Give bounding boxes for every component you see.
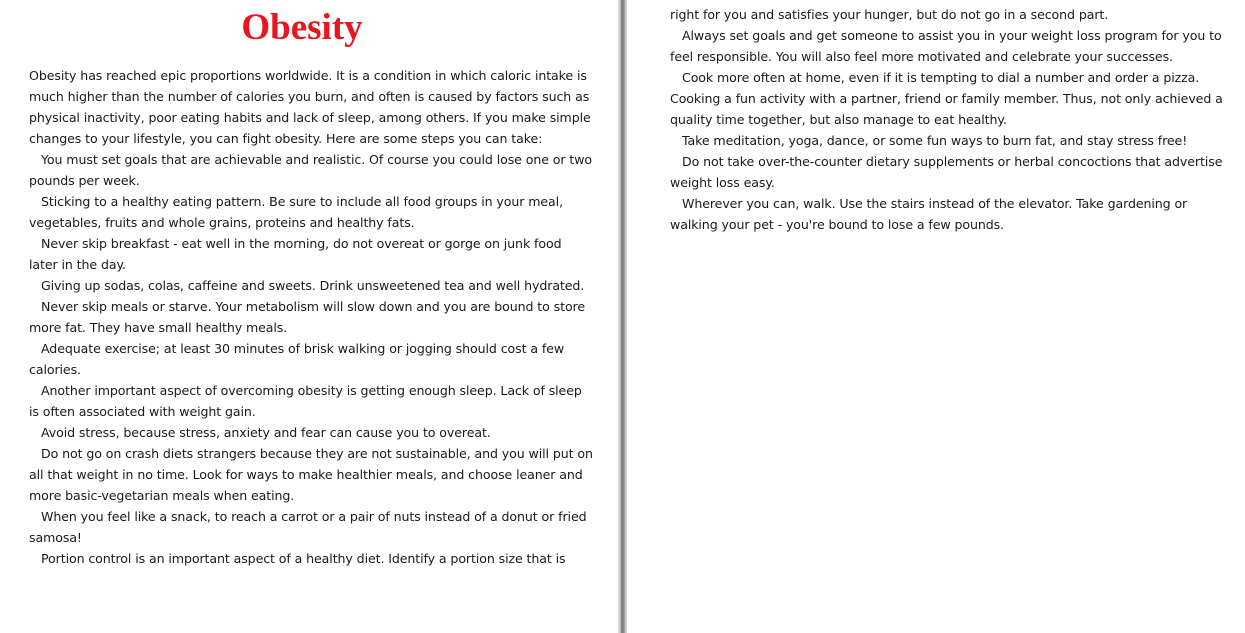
text-line: pounds per week. [29,173,140,188]
text-line: Never skip meals or starve. Your metabolism will slow down and you are bound to store [41,299,585,314]
text-line: physical inactivity, poor eating habits and lack of sleep, among others. If you make simple [29,110,591,125]
text-line: Cook more often at home, even if it is tempting to dial a number and order a pizza. [682,70,1200,85]
text-line: samosa! [29,530,82,545]
page-left[interactable] [0,0,618,633]
document-title: Obesity [241,7,363,48]
left-page-body[interactable] [29,65,593,569]
text-line: later in the day. [29,257,126,272]
text-line: Obesity has reached epic proportions worldwide. It is a condition in which caloric intake is [29,68,587,83]
text-line: much higher than the number of calories you burn, and often is caused by factors such as [29,89,590,104]
text-line: is often associated with weight gain. [29,404,256,419]
text-line: Cooking a fun activity with a partner, friend or family member. Thus, not only achieved a [670,91,1223,106]
text-line: vegetables, fruits and whole grains, proteins and healthy fats. [29,215,415,230]
text-line: more fat. They have small healthy meals. [29,320,288,335]
text-line: right for you and satisfies your hunger, but do not go in a second part. [670,7,1109,22]
text-line: Always set goals and get someone to assist you in your weight loss program for you to [682,28,1222,43]
text-line: weight loss easy. [670,175,775,190]
text-line: Portion control is an important aspect of a healthy diet. Identify a portion size that is [41,551,566,566]
text-line: Another important aspect of overcoming obesity is getting enough sleep. Lack of sleep [41,383,582,398]
text-line: Do not take over-the-counter dietary supplements or herbal concoctions that advertise [682,154,1223,169]
text-line: When you feel like a snack, to reach a carrot or a pair of nuts instead of a donut or fried [41,509,587,524]
text-line: Adequate exercise; at least 30 minutes of brisk walking or jogging should cost a few [41,341,565,356]
text-line: Giving up sodas, colas, caffeine and sweets. Drink unsweetened tea and well hydrated. [41,278,585,293]
text-line: feel responsible. You will also feel more motivated and celebrate your successes. [670,49,1173,64]
text-line: Never skip breakfast - eat well in the morning, do not overeat or gorge on junk food [41,236,562,251]
page-divider [618,0,627,633]
text-line: Wherever you can, walk. Use the stairs instead of the elevator. Take gardening or [682,196,1188,211]
text-line: Avoid stress, because stress, anxiety and fear can cause you to overeat. [41,425,491,440]
text-line: Sticking to a healthy eating pattern. Be sure to include all food groups in your meal, [41,194,563,209]
right-page-body[interactable] [670,4,1230,235]
text-line: calories. [29,362,81,377]
text-line: more basic-vegetarian meals when eating. [29,488,295,503]
text-line: quality time together, but also manage to eat healthy. [670,112,1007,127]
text-line: You must set goals that are achievable and realistic. Of course you could lose one or two [41,152,592,167]
text-line: all that weight in no time. Look for ways to make healthier meals, and choose leaner and [29,467,583,482]
text-line: changes to your lifestyle, you can fight obesity. Here are some steps you can take: [29,131,543,146]
text-line: Take meditation, yoga, dance, or some fun ways to burn fat, and stay stress free! [682,133,1188,148]
page-right[interactable] [627,0,1245,633]
text-line: walking your pet - you're bound to lose a few pounds. [670,217,1005,232]
text-line: Do not go on crash diets strangers because they are not sustainable, and you will put on [41,446,593,461]
